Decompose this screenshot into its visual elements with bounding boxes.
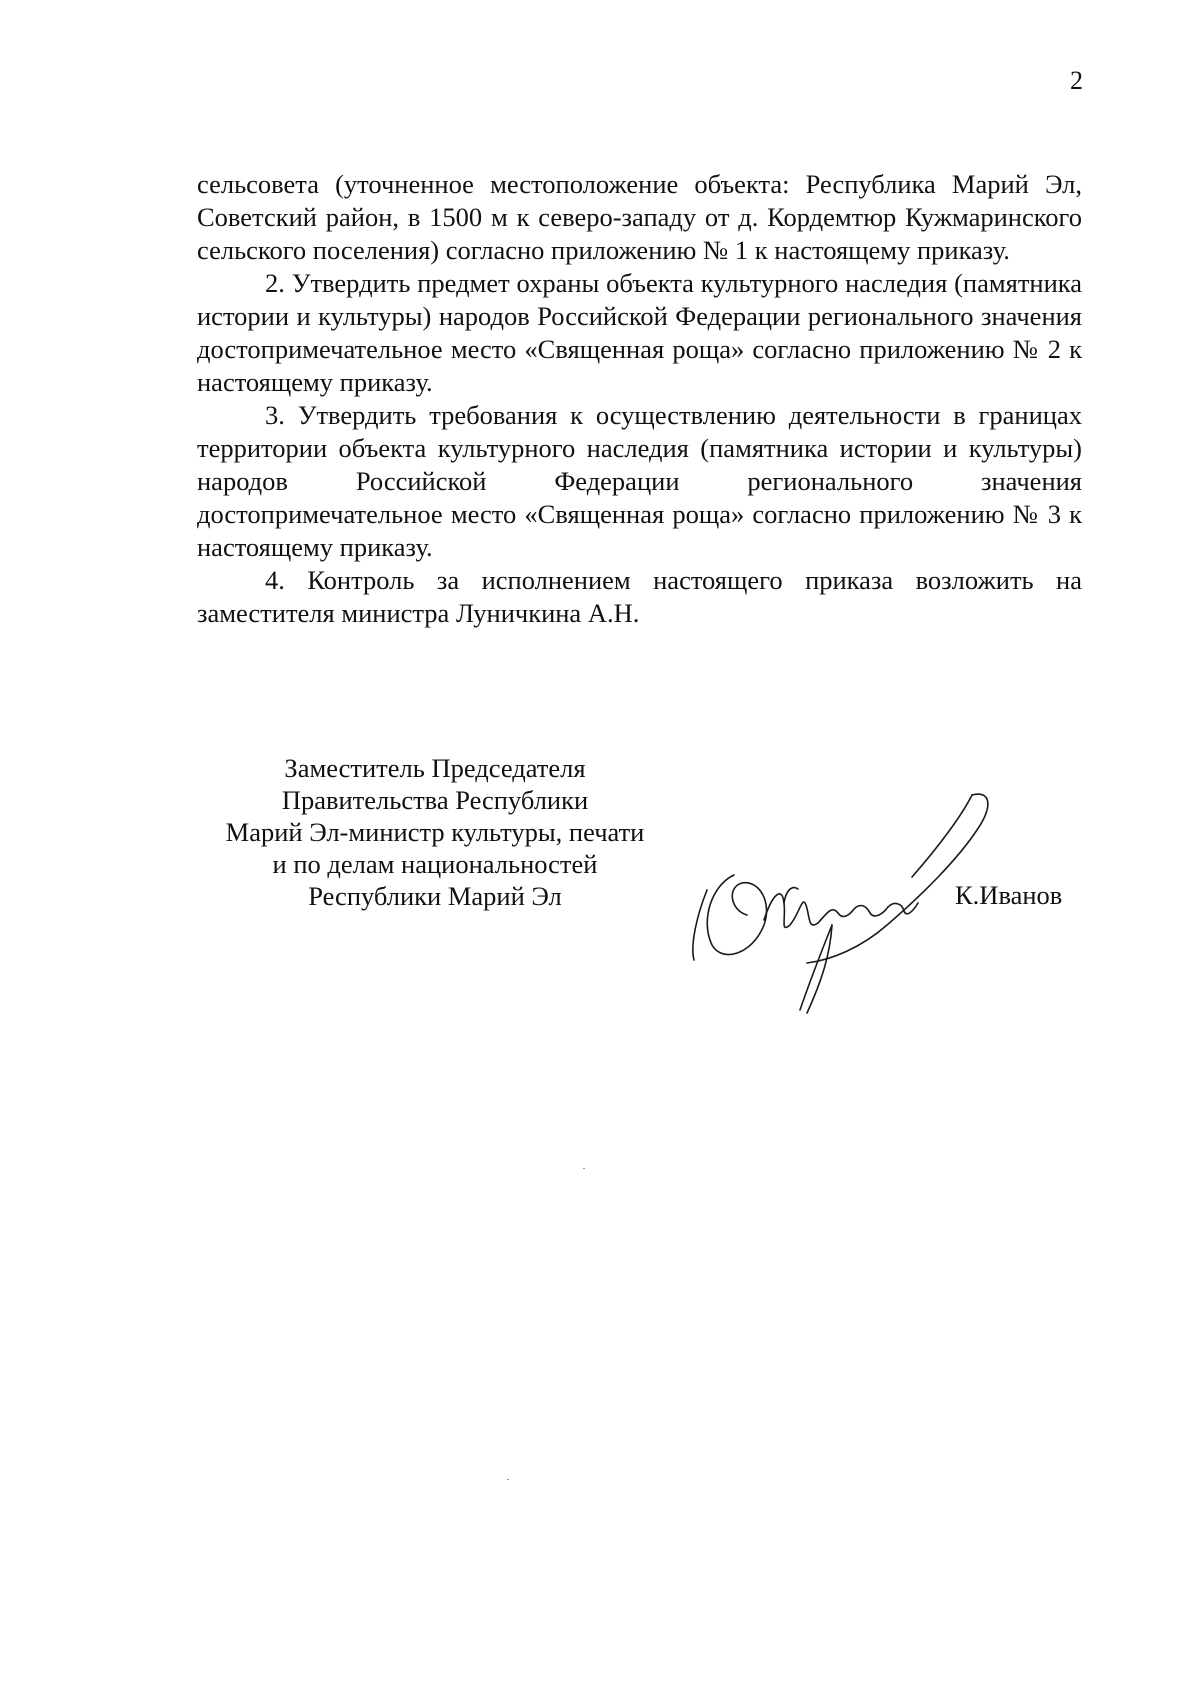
paragraph-continuation: сельсовета (уточненное местоположение объекта: Республика Марий Эл, Советский район, в 1500 м к северо-западу от д. Кордемтюр Кужмаринского сельского поселения) согласно приложению № 1 к настоящему приказу. — [197, 169, 1082, 265]
position-line-3: Марий Эл-министр культуры, печати — [225, 817, 645, 847]
position-line-4: и по делам национальностей — [272, 849, 598, 879]
signer-name: К.Иванов — [955, 880, 1063, 910]
paragraph-item-2: 2. Утвердить предмет охраны объекта культурного наследия (памятника истории и культуры) народов Российской Федерации регионального значения достопримечательное место «Священная роща» согласно приложению № 2 к настоящему приказу. — [197, 268, 1082, 397]
paragraph-item-4: 4. Контроль за исполнением настоящего приказа возложить на заместителя министра Луничкина А.Н. — [197, 565, 1082, 628]
paragraph-item-3: 3. Утвердить требования к осуществлению деятельности в границах территории объекта культурного наследия (памятника истории и культуры) народов Российской Федерации регионального значения достопримечательное место «Священная роща» согласно приложению № 3 к настоящему приказу. — [197, 400, 1082, 562]
page-number: 2 — [1070, 66, 1083, 95]
position-line-2: Правительства Республики — [281, 785, 589, 815]
position-line-5: Республики Марий Эл — [308, 881, 562, 911]
scan-speck — [583, 1168, 585, 1169]
order-body-text — [197, 168, 1082, 630]
position-line-1: Заместитель Председателя — [284, 753, 586, 783]
signatory-position — [185, 752, 685, 912]
scan-speck — [507, 1479, 509, 1480]
